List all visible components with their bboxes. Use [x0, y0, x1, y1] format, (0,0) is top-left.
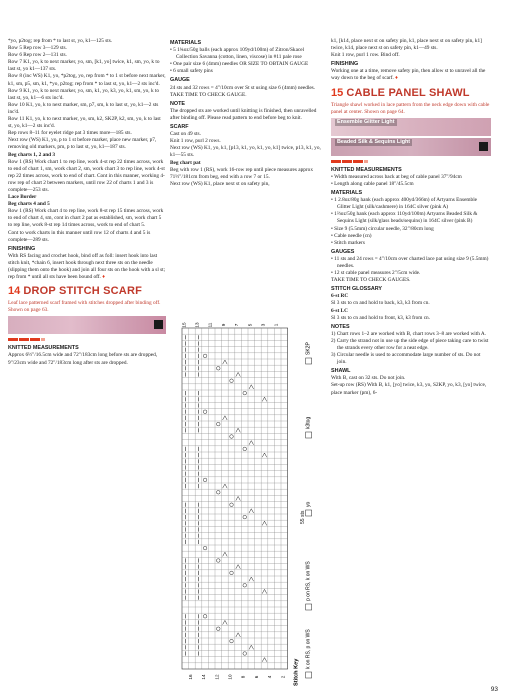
list-item: • Width measured across back at beg of cable panel 37"/94cm: [331, 173, 462, 180]
row-number: 14: [201, 674, 207, 680]
key-label: yo: [305, 501, 312, 507]
project-description: Triangle shawl worked in lace pattern from the neck edge down with cable panel at center. Shown on page 64.: [331, 101, 490, 115]
finishing-text: With RS facing and crochet hook, bind off as foll: insert hook into last stitch knit, *chain 6, insert hook through next three sts on the needle (slipping them onto the hook) and join all four sts on the hook with a sl st; rep from * until all sts have been bound off.: [8, 252, 166, 281]
yarn-swatch-image: [331, 138, 491, 156]
swatch-label: Ensemble Glitter Light: [337, 118, 395, 125]
row-number: 4: [267, 675, 273, 679]
row-number: 3: [260, 323, 266, 327]
section-heading: NOTES: [331, 323, 350, 330]
project-title: [331, 87, 491, 100]
yarn-swatch-image: [331, 118, 491, 136]
column-left: [8, 38, 166, 367]
subheading: Beg charts 1, 2 and 3: [8, 151, 56, 158]
yarn-weight-icon: [154, 320, 163, 329]
row-number: 12: [214, 674, 220, 680]
text-line: Row 7 K1, yo, k to next marker, yo, sm, [k1, yo] twice, k1, sm, yo, k to last st, yo k1—137 sts.: [8, 59, 160, 73]
project-number: 15: [331, 86, 344, 99]
key-label: k3tog: [305, 416, 312, 429]
list-item: • 12 st cable panel measures 2"/5cm wide.: [331, 270, 421, 277]
row-number: 9: [220, 323, 226, 327]
list-item: • Size 9 (5.5mm) circular needle, 32"/80cm long: [331, 225, 434, 232]
paragraph: Row 1 (RS) Work chart 1 to rep line, work 4-st rep 22 times across, work to end of chart 1, sm, work chart 2, sm, work chart 3 to rep line, work 4-st rep 22 times across, work to end of chart. Cont in this manner, working 4-row rep of chart 2 between markers, until row 22 of charts 1 and 3 is complete—253 sts.: [8, 158, 165, 193]
column-right: [331, 38, 491, 397]
section-heading: SHAWL: [331, 368, 351, 375]
section-heading: FINISHING: [8, 245, 36, 252]
row-number: 6: [253, 675, 259, 679]
list-item: • 6 small safety pins: [170, 68, 213, 75]
list-item: 2) Carry the strand not in use up the side edge of piece taking care to twist the strands every other row for a neat edge.: [331, 337, 489, 351]
text-line: Row 8 (inc WS) K1, yo, *p2tog, yo, rep from * to 1 st before next marker, k1, sm, p5, sm, k1, *yo, p2tog; rep from * to last st, yo, k1—2 sts inc'd.: [8, 73, 166, 87]
paragraph: Approx 6½"/16.5cm wide and 72"/183cm long before sts are dropped, 9"/23cm wide and 72"/183cm long after sts are dropped.: [8, 352, 158, 366]
yarn-swatch-image: [8, 316, 166, 334]
paragraph: [331, 68, 491, 82]
text-line: Rep rows 8–11 for eyelet ridge pat 3 times more—185 sts.: [8, 130, 132, 137]
key-label: SK2P: [305, 342, 312, 355]
column-middle: [170, 38, 327, 188]
project-description: Leaf lace patterned scarf framed with stitches dropped after binding off. Shown on page 63.: [8, 300, 161, 314]
project-number: 14: [8, 285, 21, 298]
paragraph: The dropped sts are worked until knitting is finished, then unravelled after binding off. Please read pattern to end before beg to knit.: [170, 107, 317, 121]
text-line: *yo, p2tog; rep from * to last st, yo, k1—125 sts.: [8, 38, 113, 44]
text-line: Row 6 Rep row 2—131 sts.: [8, 52, 67, 59]
list-item: • 11 sts and 24 rows = 4"/10cm over charted lace pat using size 9 (5.5mm) needles.: [331, 255, 489, 269]
text-line: Next row (WS) K1, yo, k1, [p13, k1, yo, k1, yo, k1] twice, p13, k1, yo, k1—55 sts.: [170, 145, 321, 159]
list-item: • Stitch markers: [331, 239, 365, 246]
list-item: • 5 1¾oz/50g balls (each approx 109yd/100m) of Zitron/Skacel Collection Savanna (cotton, linen, viscose) in #11 pale rose: [170, 47, 305, 61]
text-line: Cast on 49 sts.: [170, 131, 201, 138]
yarn-weight-icon: [479, 142, 488, 151]
key-swatch: [306, 432, 312, 438]
skill-level-bar: [331, 160, 491, 163]
swatch-label: Beaded Silk & Sequins Light: [337, 138, 411, 145]
paragraph: Row 1 (RS) Work chart 4 to rep line, work 8-st rep 15 times across, work to end of chart 4, sm, cont in chart 2 pat as established, sm, work chart 5 to rep line, work 8-st rep 14 times across, work to end of chart 5.: [8, 208, 164, 229]
chart-sts-label: 55 sts: [300, 510, 306, 524]
row-number: 11: [207, 322, 213, 328]
page-number: 93: [490, 686, 498, 693]
text-line: Next row (WS) K1, yo, p to 1 st before marker, place new marker, p7, removing old markers, pm, p to last st, yo, k1—187 sts.: [8, 137, 157, 151]
section-heading: GAUGES: [331, 248, 355, 255]
paragraph: Cont to work charts in this manner until row 12 of charts 4 and 5 is complete—289 sts.: [8, 229, 151, 243]
section-heading: KNITTED MEASUREMENTS: [8, 345, 79, 352]
list-item: • Cable needle (cn): [331, 232, 372, 239]
diamond-icon: ♦: [102, 274, 105, 281]
section-heading: KNITTED MEASUREMENTS: [331, 166, 402, 173]
project-name: CABLE PANEL SHAWL: [346, 86, 470, 99]
key-swatch: [306, 604, 312, 610]
row-number: 7: [234, 323, 240, 327]
section-heading: NOTE: [170, 100, 185, 107]
row-number: 13: [194, 322, 200, 328]
list-item: • Length along cable panel 18"/45.5cm: [331, 180, 414, 187]
paragraph: k1, [k14, place next st on safety pin, k1, place next st on safety pin, k1] twice, k14, place next st on safety pin, k1—49 sts.: [331, 38, 482, 52]
row-number: 16: [187, 674, 193, 680]
list-item: 1) Chart rows 1–2 are worked with B, chart rows 3–8 are worked with A.: [331, 330, 487, 337]
subheading: Lace Border: [8, 194, 37, 201]
subheading: 6-st LC: [331, 307, 348, 314]
list-item: • 1 2.8oz/80g hank (each approx 400yd/366m) of Artyarns Ensemble Glitter Light (silk/cashmere) in 164C silver (pink A): [331, 197, 478, 211]
text-line: Row 11 K1, yo, k to next marker, yo, sm, k2, SK2P, k2, sm, yo, k to last st, yo, k1—2 sts inc'd.: [8, 116, 161, 130]
key-title: Stitch Key: [293, 658, 300, 686]
paragraph: Sl 3 sts to cn and hold to front, k3, k3 from cn.: [331, 314, 431, 321]
section-heading: MATERIALS: [331, 190, 363, 197]
row-number: 5: [247, 323, 253, 327]
row-number: 10: [227, 674, 233, 680]
project-title: [8, 285, 166, 298]
text-line: Knit 1 row, purl 2 rows.: [170, 138, 221, 145]
paragraph: Sl 3 sts to cn and hold to back, k3, k3 from cn.: [331, 300, 430, 307]
section-heading: GAUGE: [170, 77, 190, 84]
paragraph: With B, cast on 32 sts. Do not join.: [331, 375, 406, 382]
subheading: Beg chart pat: [170, 159, 201, 166]
text-line: Row 10 K1, yo, k to next marker, sm, p7, sm, k to last st, yo, k1—2 sts inc'd.: [8, 101, 159, 115]
skill-level-bar: [8, 338, 166, 341]
paragraph: Beg with row 1 (RS), work 16-row rep until piece measures approx 71½"/181cm from beg, end with a row 7 or 15.: [170, 166, 313, 180]
paragraph: 24 sts and 32 rows = 4"/10cm over St st using size 6 (4mm) needles.: [170, 84, 316, 91]
subheading: Beg charts 4 and 5: [8, 201, 50, 208]
key-swatch: [306, 358, 312, 364]
list-item: • One pair size 6 (4mm) needles OR SIZE TO OBTAIN GAUGE: [170, 61, 309, 68]
key-label: k on RS, p on WS: [305, 629, 312, 669]
key-swatch: [306, 672, 312, 678]
diamond-icon: ♦: [395, 75, 398, 82]
section-heading: STITCH GLOSSARY: [331, 286, 383, 293]
row-number: 15: [181, 322, 187, 328]
paragraph: TAKE TIME TO CHECK GAUGE.: [170, 91, 247, 98]
list-item: 3) Circular needle is used to accommodate large number of sts. Do not join.: [331, 352, 481, 366]
paragraph: Set-up row (RS) With B, k1, [yo] twice, k3, yo, S2KP, yo, k3, [yo] twice, place marker (pm), 6-: [331, 382, 487, 396]
key-swatch: [306, 510, 312, 516]
text-line: Row 5 Rep row 3—129 sts.: [8, 45, 67, 52]
section-heading: MATERIALS: [170, 40, 202, 46]
row-number: 8: [240, 675, 246, 679]
row-number: 1: [273, 323, 279, 327]
knitting-chart: [172, 314, 330, 694]
section-heading: FINISHING: [331, 61, 359, 68]
finishing-text: Working one at a time, remove safety pin, then allow st to unravel all the way down to the beg of scarf.: [331, 68, 486, 82]
text-line: TAKE TIME TO CHECK GAUGES.: [331, 277, 411, 284]
row-number: 2: [280, 675, 286, 679]
key-label: p on RS, k on WS: [305, 561, 312, 601]
text-line: Knit 1 row, purl 1 row. Bind off.: [331, 52, 400, 59]
chart-grid: [172, 314, 330, 694]
section-heading: SCARF: [170, 124, 189, 131]
list-item: • 1⅔oz/50g hank (each approx 110yd/100m) Artyarns Beaded Silk & Sequins Light (silk/glass beads/sequins) in 164C silver (pink B): [331, 211, 478, 225]
project-name: DROP STITCH SCARF: [23, 285, 143, 298]
paragraph: Next row (WS) K1, place next st on safety pin,: [170, 180, 270, 187]
text-line: Row 9 K1, yo, k to next marker, yo, sm, k1, yo, k3, yo, k1, sm, yo, k to last st, yo, k1—6 sts inc'd.: [8, 87, 160, 101]
paragraph: [8, 253, 166, 281]
subheading: 6-st RC: [331, 293, 349, 300]
